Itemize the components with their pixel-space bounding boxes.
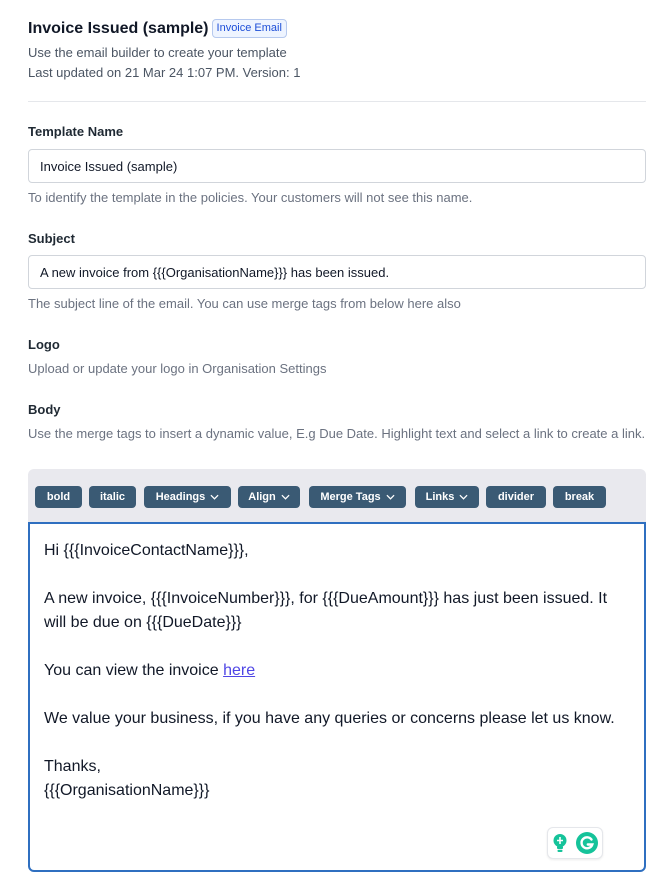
view-invoice-text: You can view the invoice [44,662,224,679]
headings-dropdown-label: Headings [155,491,206,503]
italic-button[interactable] [89,486,136,508]
align-dropdown[interactable] [238,486,300,508]
blank-line [44,683,630,707]
chevron-down-icon [459,494,468,500]
last-updated-text: Last updated on 21 Mar 24 1:07 PM. Version: 1 [28,65,301,80]
chevron-down-icon [210,494,219,500]
divider-button[interactable] [486,486,546,508]
chevron-down-icon [281,494,290,500]
view-invoice-link[interactable]: here [223,662,256,679]
logo-hint: Upload or update your logo in Organisation Settings [28,361,327,376]
links-dropdown-label: Links [425,491,455,503]
grammarly-logo-icon[interactable] [575,831,599,855]
italic-button-label: italic [99,491,126,503]
grammarly-widget[interactable] [547,827,603,859]
subject-label: Subject [28,231,75,246]
view-invoice-line [44,659,630,683]
signoff-line: Thanks, [44,758,101,775]
header-title-row [28,19,287,38]
break-button-label: break [564,491,595,503]
template-name-label: Template Name [28,124,124,139]
email-body-editor[interactable] [28,522,646,872]
template-name-input[interactable]: Invoice Issued (sample) [28,149,646,183]
merge-tags-dropdown[interactable] [309,486,406,508]
greeting-line: Hi {{{InvoiceContactName}}}, [44,542,249,559]
body-label: Body [28,402,61,417]
body-hint: Use the merge tags to insert a dynamic value, E.g Due Date. Highlight text and select a link to create a link. [28,426,646,441]
links-dropdown[interactable] [415,486,479,508]
signature-line: {{{OrganisationName}}} [44,782,210,799]
header-divider [28,101,646,102]
editor-toolbar [28,469,646,523]
page-title: Invoice Issued (sample) [28,19,209,37]
blank-line [44,635,630,659]
bold-button[interactable] [35,486,82,508]
blank-line [44,731,630,755]
template-name-hint: To identify the template in the policies. Your customers will not see this name. [28,190,473,205]
chevron-down-icon [386,494,395,500]
align-dropdown-label: Align [248,491,276,503]
logo-label: Logo [28,337,60,352]
merge-tags-dropdown-label: Merge Tags [320,491,381,503]
invoice-paragraph: A new invoice, {{{InvoiceNumber}}}, for {{{DueAmount}}} has just been issued. It will be due on {{{DueDate}}} [44,590,608,631]
value-business-paragraph: We value your business, if you have any queries or concerns please let us know. [44,710,615,727]
divider-button-label: divider [497,491,535,503]
blank-line [44,563,630,587]
bold-button-label: bold [46,491,71,503]
subject-input[interactable]: A new invoice from {{{OrganisationName}}} has been issued. [28,255,646,289]
lightbulb-icon[interactable] [551,833,569,853]
subject-hint: The subject line of the email. You can use merge tags from below here also [28,296,461,311]
break-button[interactable] [553,486,606,508]
template-type-badge: Invoice Email [212,19,287,38]
page-description: Use the email builder to create your template [28,45,287,60]
headings-dropdown[interactable] [144,486,231,508]
